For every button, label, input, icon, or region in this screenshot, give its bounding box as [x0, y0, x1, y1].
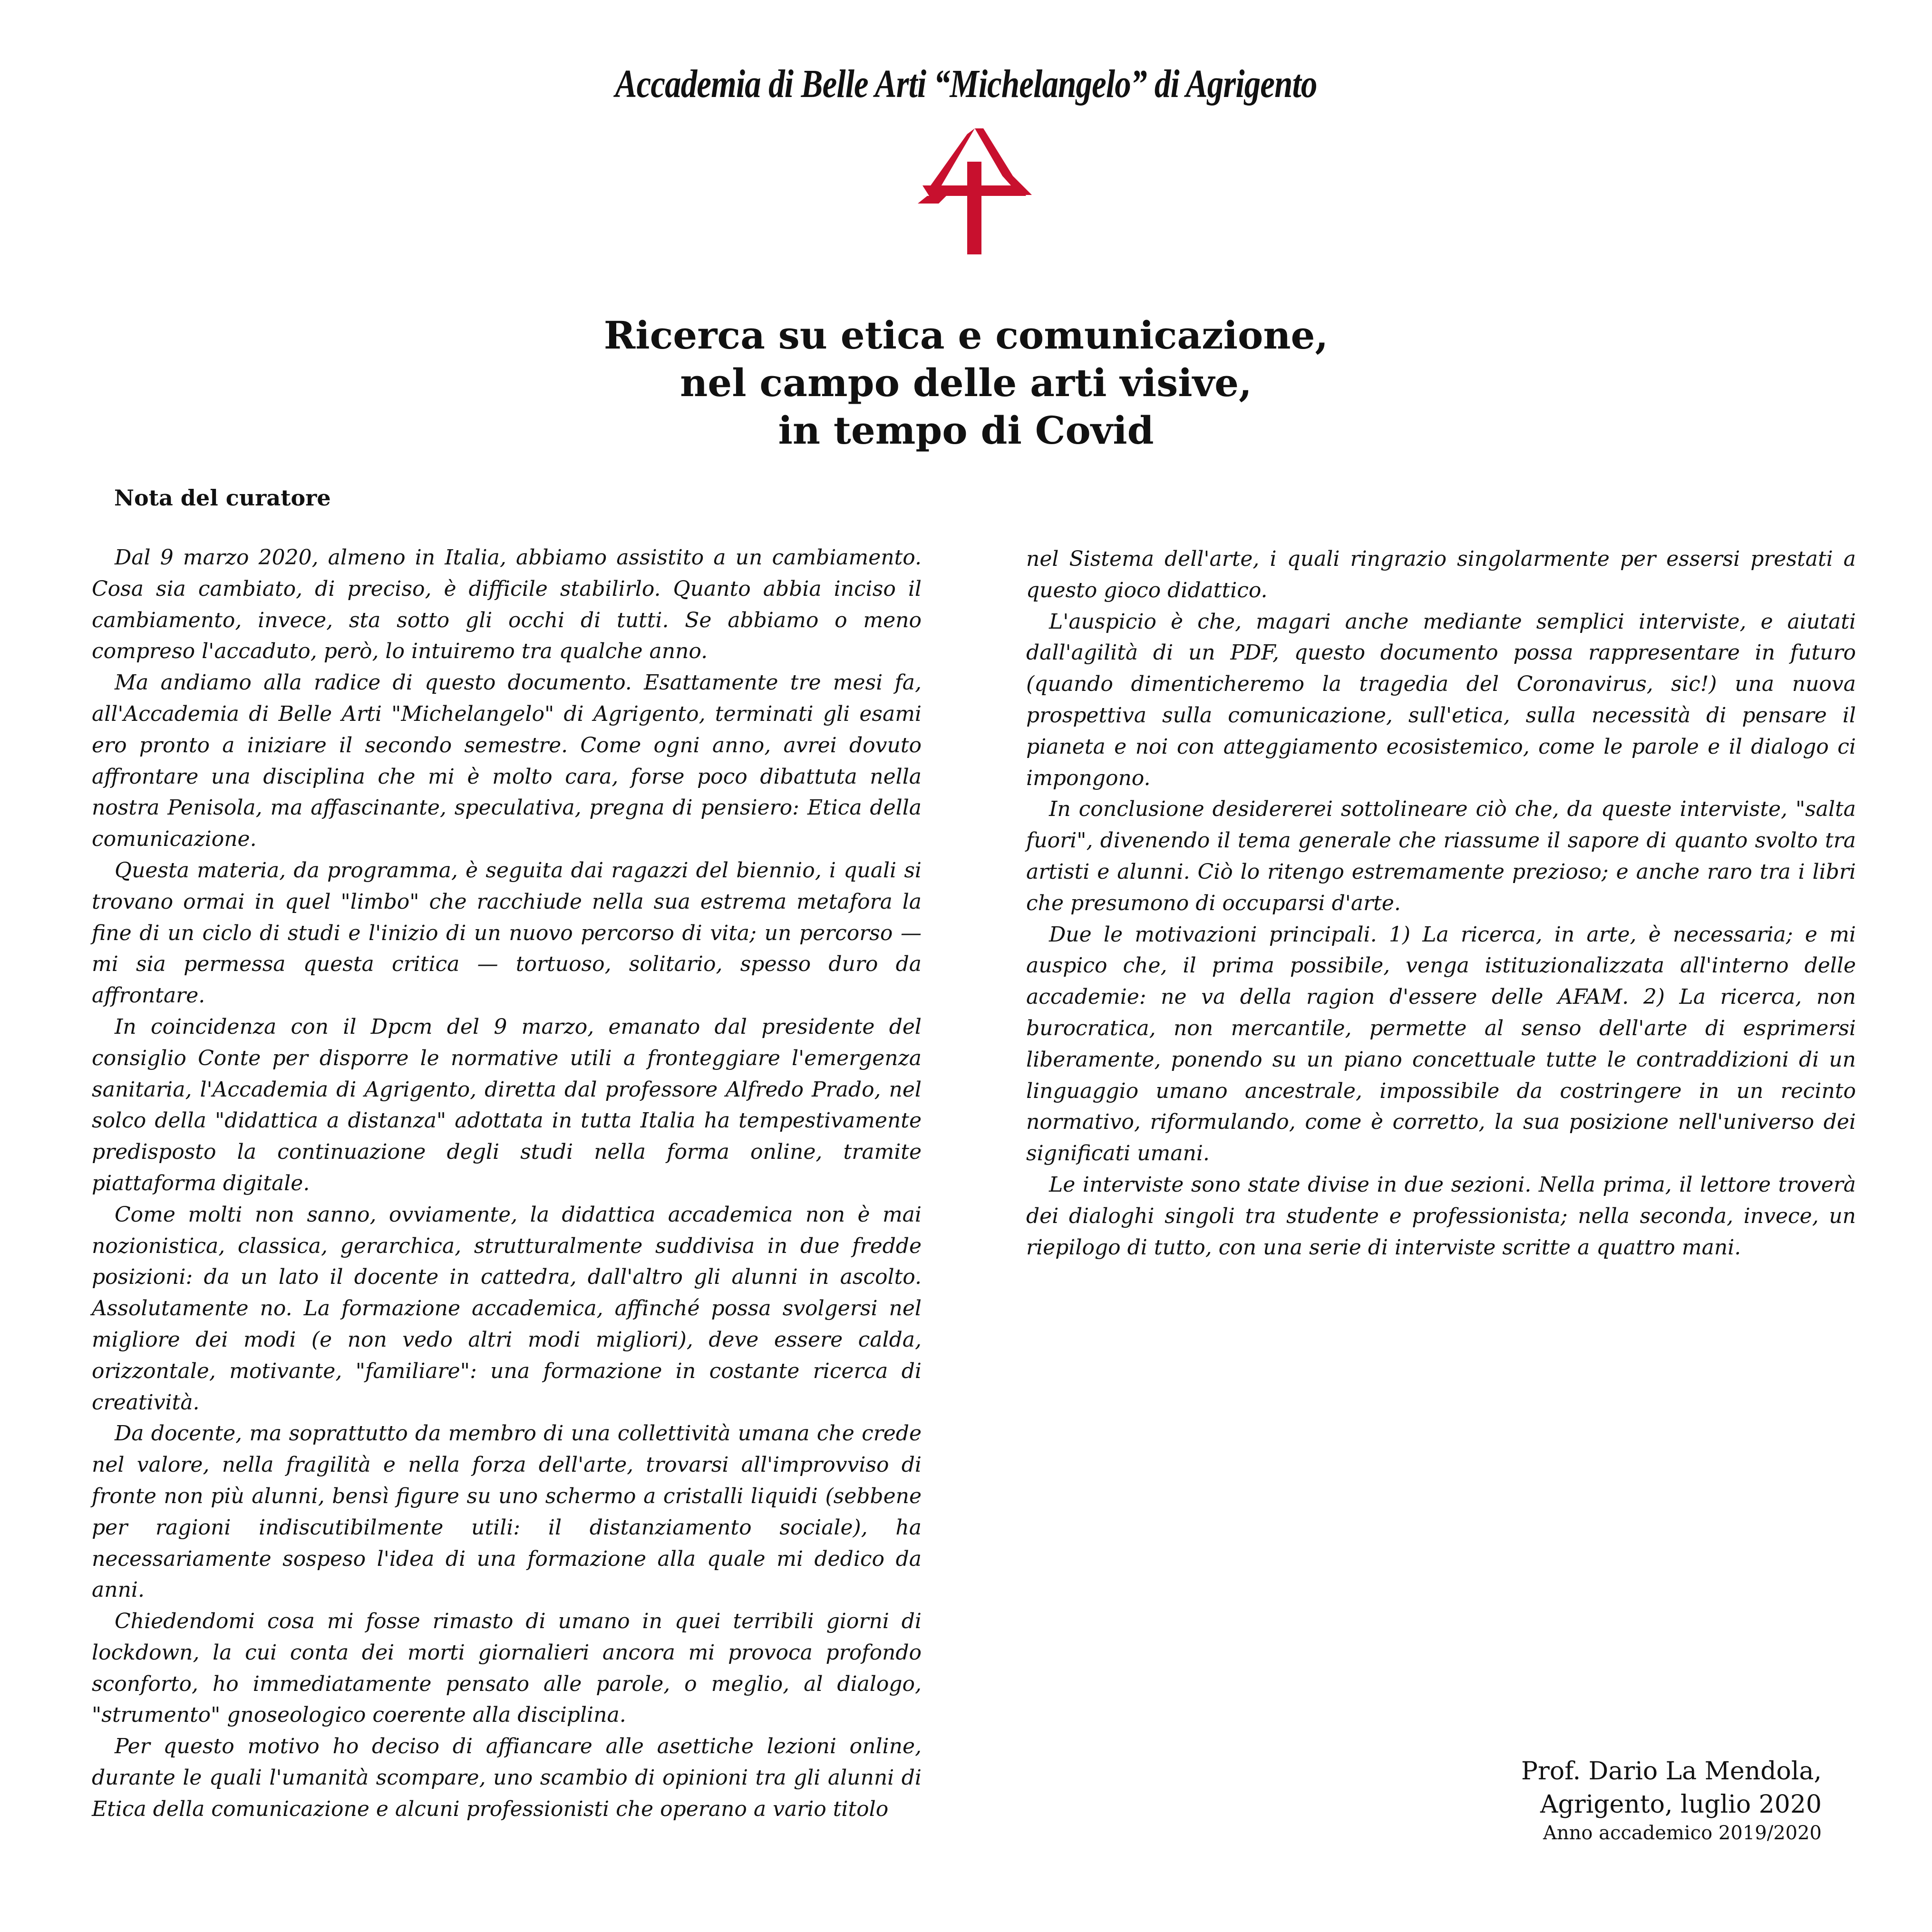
- title-line-2: nel campo delle arti visive,: [680, 360, 1252, 405]
- paragraph: Le interviste sono state divise in due sezioni. Nella prima, il lettore troverà dei dialoghi singoli tra studente e professionista; nella seconda, invece, un riepilogo di tutto, con una serie di interviste scritte a quattro mani.: [1026, 1172, 1856, 1260]
- paragraph: Due le motivazioni principali. 1) La ricerca, in arte, è necessaria; e mi auspico che, il prima possibile, venga istituzionalizzata all'interno delle accademie: ne va della ragion d'essere delle AFAM. 2) La ricerca, non burocratica, non mercantile, permette al senso dell'arte di esprimersi liberamente, ponendo su un piano concettuale tutte le contraddizioni di un linguaggio umano ancestrale, impossibile da costringere in un recinto normativo, riformulando, come è corretto, la sua posizione nell'universo dei significati umani.: [1026, 922, 1856, 1166]
- section-heading: Nota del curatore: [114, 485, 331, 511]
- paragraph: Ma andiamo alla radice di questo documento. Esattamente tre mesi fa, all'Accademia di Belle Arti "Michelangelo" di Agrigento, terminati gli esami ero pronto a iniziare il secondo semestre. Come ogni anno, avrei dovuto affrontare una disciplina che mi è molto cara, forse poco dibattuta nella nostra Penisola, ma affascinante, speculativa, pregna di pensiero: Etica della comunicazione.: [92, 670, 922, 852]
- paragraph: Chiedendomi cosa mi fosse rimasto di umano in quei terribili giorni di lockdown, la cui conta dei morti giornalieri ancora mi provoca profondo sconforto, ho immediatamente pensato alle parole, o meglio, al dialogo, "strumento" gnoseologico coerente alla disciplina.: [92, 1609, 922, 1728]
- title-line-3: in tempo di Covid: [778, 408, 1154, 453]
- left-column: [92, 542, 922, 1825]
- right-column: [1026, 544, 1856, 1263]
- paragraph-continuation: nel Sistema dell'arte, i quali ringrazio singolarmente per essersi prestati a questo gioco didattico.: [1026, 547, 1856, 602]
- academy-name: Accademia di Belle Arti “Michelangelo” di Agrigento: [615, 62, 1317, 106]
- paragraph: In coincidenza con il Dpcm del 9 marzo, emanato dal presidente del consiglio Conte per disporre le normative utili a fronteggiare l'emergenza sanitaria, l'Accademia di Agrigento, diretta dal professore Alfredo Prado, nel solco della "didattica a distanza" adottata in tutta Italia ha tempestivamente predisposto la continuazione degli studi nella forma online, tramite piattaforma digitale.: [92, 1014, 922, 1195]
- paragraph: Come molti non sanno, ovviamente, la didattica accademica non è mai nozionistica, classica, gerarchica, strutturalmente suddivisa in due fredde posizioni: da un lato il docente in cattedra, dall'altro gli alunni in ascolto. Assolutamente no. La formazione accademica, affinché possa svolgersi nel migliore dei modi (e non vedo altri modi migliori), deve essere calda, orizzontale, motivante, "familiare": una formazione in costante ricerca di creatività.: [92, 1202, 922, 1415]
- title-line-1: Ricerca su etica e comunicazione,: [603, 313, 1329, 358]
- paragraph: In conclusione desidererei sottolineare ciò che, da queste interviste, "salta fuori", divenendo il tema generale che riassume il sapore di quanto svolto tra artisti e alunni. Ciò lo ritengo estremamente prezioso; e anche raro tra i libri che presumono di occuparsi d'arte.: [1026, 797, 1856, 915]
- paragraph: L'auspicio è che, magari anche mediante semplici interviste, e aiutati dall'agilità di un PDF, questo documento possa rappresentare in futuro (quando dimenticheremo la tragedia del Coronavirus, sic!) una nuova prospettiva sulla comunicazione, sull'etica, sulla necessità di pensare il pianeta e noi con atteggiamento ecosistemico, come le parole e il dialogo ci impongono.: [1026, 609, 1856, 790]
- signature-academic-year: Anno accademico 2019/2020: [1543, 1822, 1822, 1844]
- paragraph: Dal 9 marzo 2020, almeno in Italia, abbiamo assistito a un cambiamento. Cosa sia cambiato, di preciso, è difficile stabilirlo. Quanto abbia inciso il cambiamento, invece, sta sotto gli occhi di tutti. Se abbiamo o meno compreso l'accaduto, però, lo intuiremo tra qualche anno.: [92, 545, 922, 664]
- paragraph: Da docente, ma soprattutto da membro di una collettività umana che crede nel valore, nella fragilità e nella forza dell'arte, trovarsi all'improvviso di fronte non più alunni, bensì figure su uno schermo a cristalli liquidi (sebbene per ragioni indiscutibilmente utili: il distanziamento sociale), ha necessariamente sospeso l'idea di una formazione alla quale mi dedico da anni.: [92, 1421, 922, 1602]
- paragraph: Per questo motivo ho deciso di affiancare alle asettiche lezioni online, durante le quali l'umanità scompare, uno scambio di opinioni tra gli alunni di Etica della comunicazione e alcuni professionisti che operano a vario titolo: [92, 1734, 922, 1821]
- signature-place-date: Agrigento, luglio 2020: [1540, 1790, 1822, 1819]
- document-title: [0, 311, 1932, 454]
- signature: [1521, 1755, 1822, 1845]
- paragraph: Questa materia, da programma, è seguita dai ragazzi del biennio, i quali si trovano ormai in quel "limbo" che racchiude nella sua estrema metafora la fine di un ciclo di studi e l'inizio di un nuovo percorso di vita; un percorso — mi sia permessa questa critica — tortuoso, solitario, spesso duro da affrontare.: [92, 858, 922, 1008]
- signature-name: Prof. Dario La Mendola,: [1521, 1757, 1822, 1786]
- academy-logo-icon: [918, 128, 1032, 254]
